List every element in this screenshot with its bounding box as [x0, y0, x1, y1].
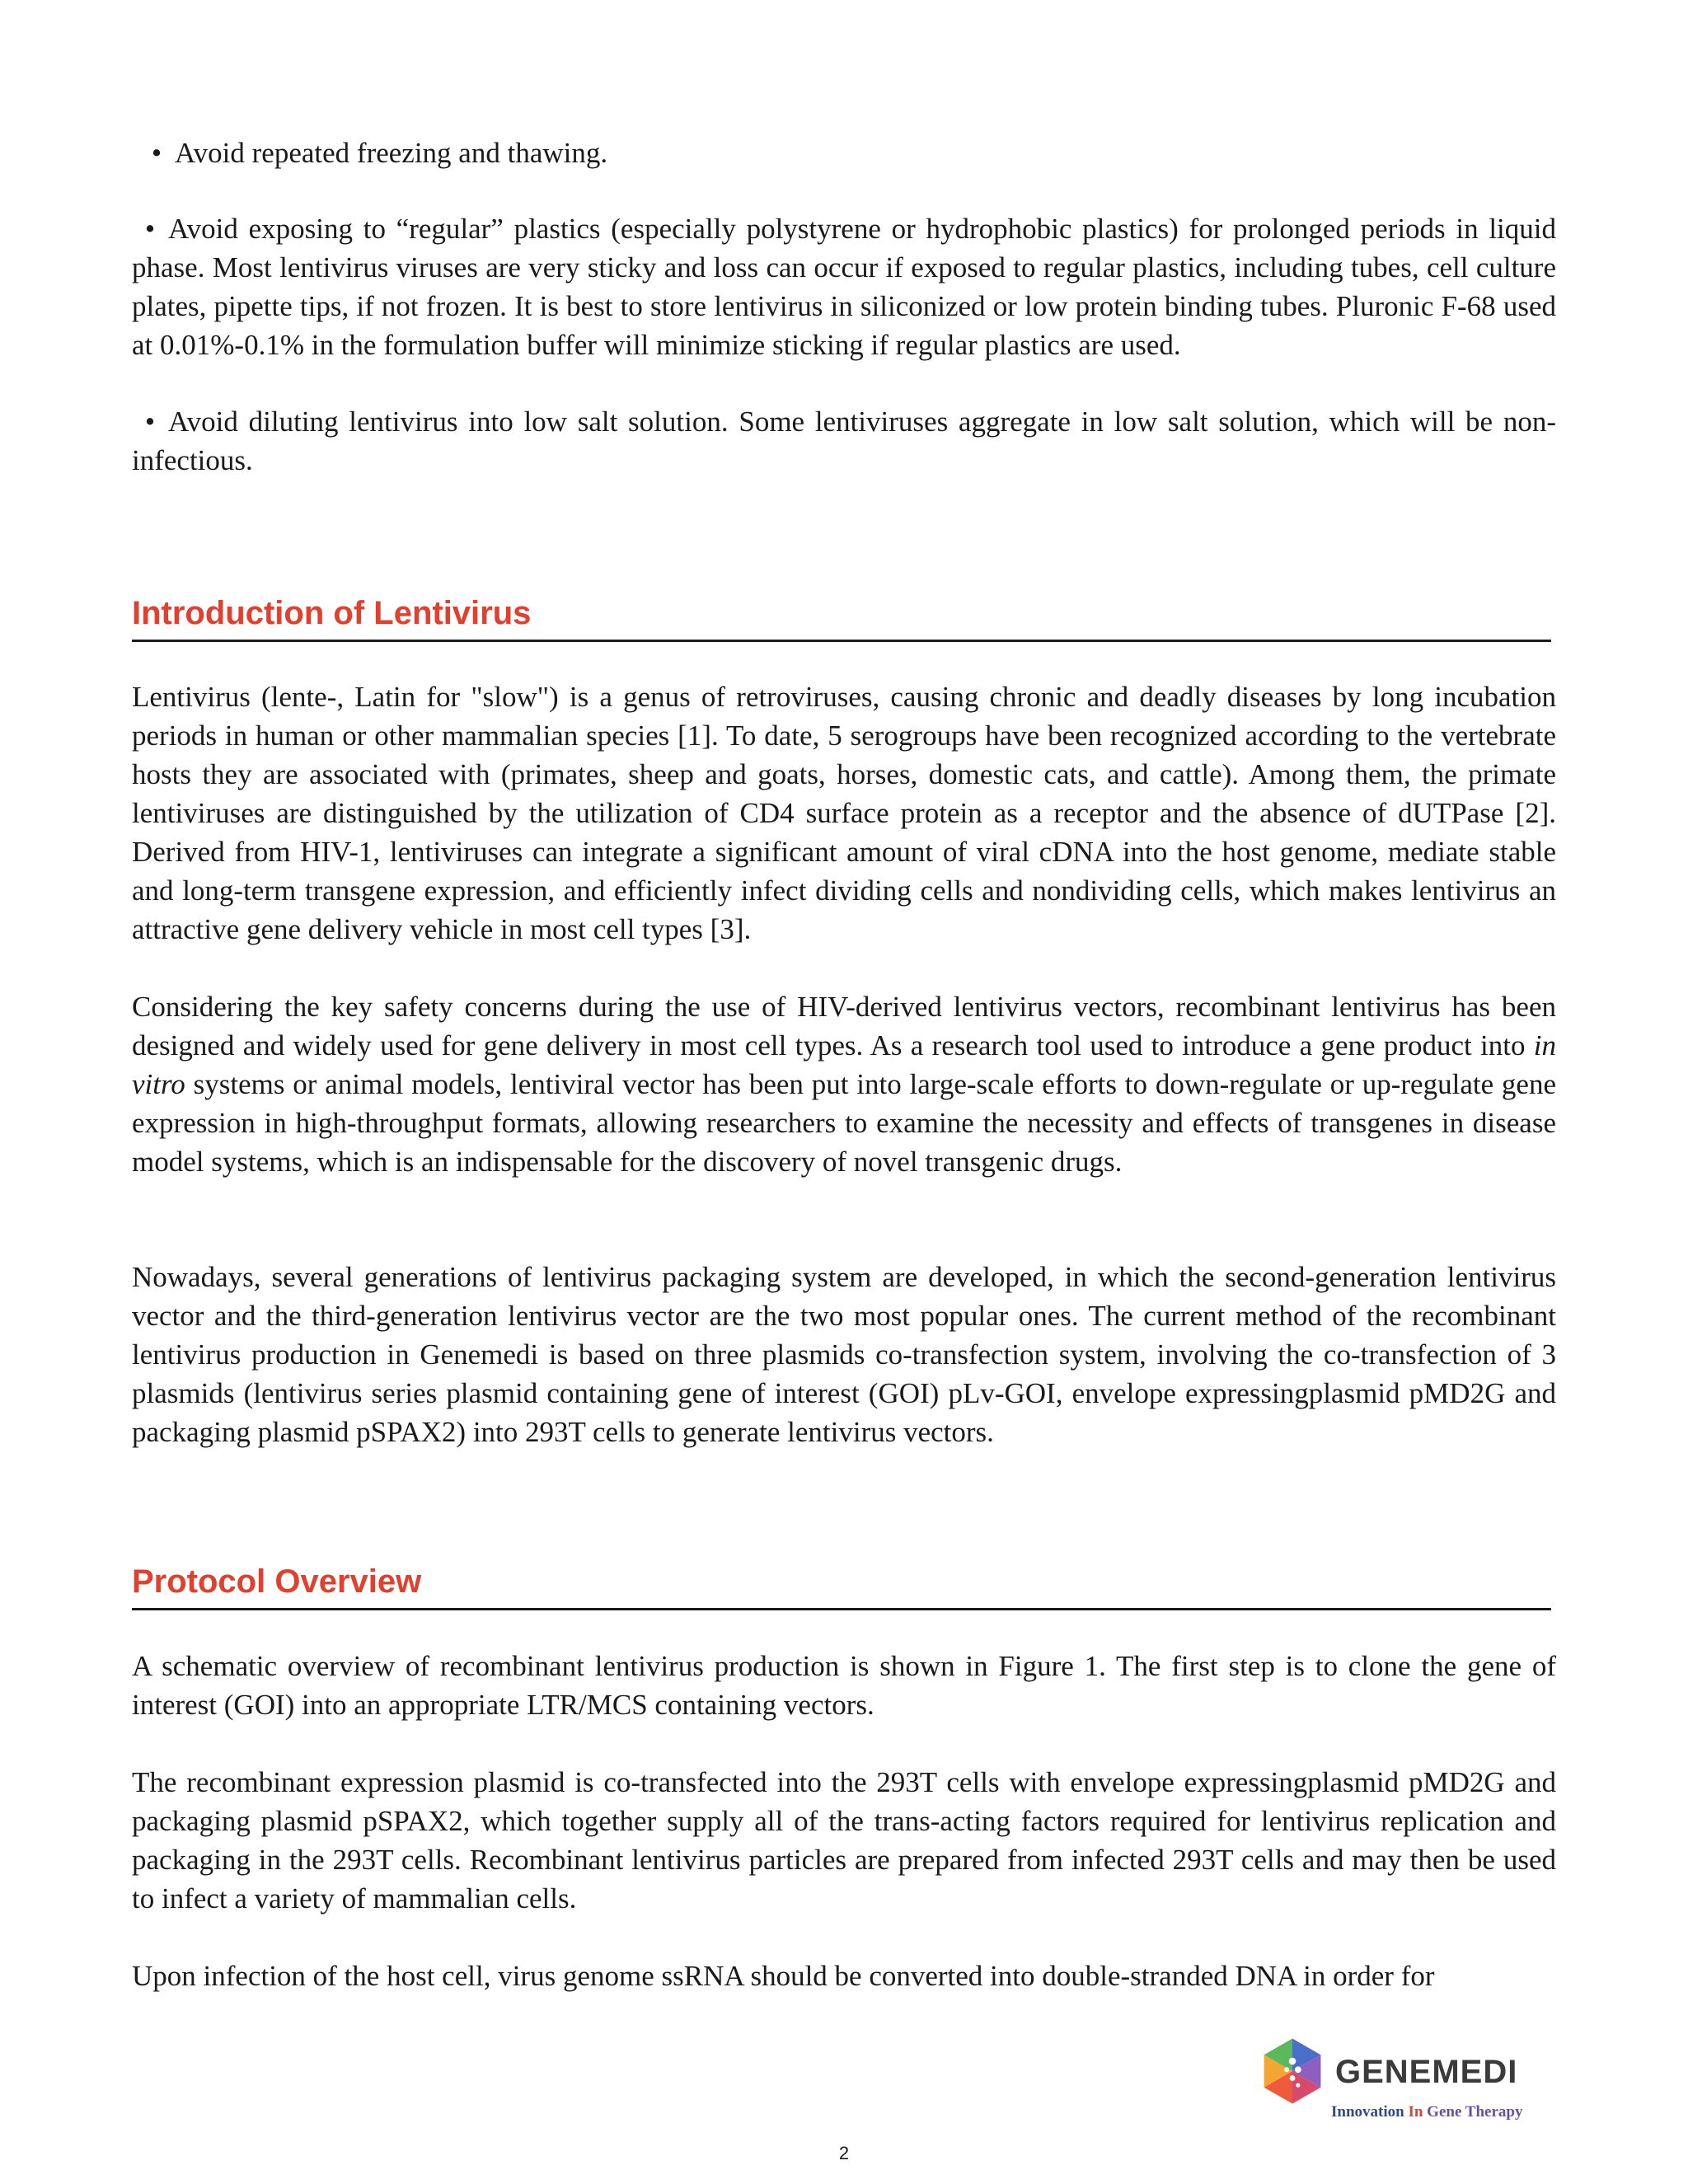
- bullet-mark: •: [144, 213, 156, 245]
- paragraph-text: Upon infection of the host cell, virus genome ssRNA should be converted into double-stranded DNA in order for: [132, 1960, 1435, 1992]
- paragraph-text: The recombinant expression plasmid is co-transfected into the 293T cells with envelope expressingplasmid pMD2G and packaging plasmid pSPAX2, which together supply all of the trans-acting factors required for lentivirus replication and packaging in the 293T cells. Recombinant lentivirus particles are prepared from infected 293T cells and may then be used to infect a variety of mammalian cells.: [132, 1766, 1556, 1915]
- section-heading-introduction: Introduction of Lentivirus: [132, 593, 1551, 642]
- section-heading-protocol-overview: Protocol Overview: [132, 1562, 1551, 1610]
- paragraph-text: systems or animal models, lentiviral vector has been put into large-scale efforts to down-regulate or up-regulate gene expression in high-throughput formats, allowing researchers to examine the necessity and effects of transgenes in disease model systems, which is an indispensable for the discovery of novel transgenic drugs.: [132, 1068, 1556, 1178]
- genemedi-logo: [1257, 2036, 1554, 2126]
- bullet-item: [132, 209, 1556, 364]
- paragraph: [132, 1957, 1556, 1995]
- paragraph: [132, 1647, 1556, 1724]
- paragraph: [132, 1258, 1556, 1451]
- paragraph: [132, 987, 1556, 1181]
- paragraph-text: Nowadays, several generations of lentivirus packaging system are developed, in which the second-generation lentivirus vector and the third-generation lentivirus vector are the two most popular ones. The current method of the recombinant lentivirus production in Genemedi is based on three plasmids co-transfection system, involving the co-transfection of 3 plasmids (lentivirus series plasmid containing gene of interest (GOI) pLv-GOI, envelope expressingplasmid pMD2G and packaging plasmid pSPAX2) into 293T cells to generate lentivirus vectors.: [132, 1261, 1556, 1448]
- page-number: 2: [838, 2143, 850, 2163]
- bullet-item: [138, 134, 1556, 172]
- paragraph-text: Considering the key safety concerns during the use of HIV-derived lentivirus vectors, recombinant lentivirus has been designed and widely used for gene delivery in most cell types. As a research tool used to introduce a gene product into: [132, 991, 1556, 1062]
- bullet-mark: •: [144, 405, 156, 438]
- bullet-text: Avoid exposing to “regular” plastics (especially polystyrene or hydrophobic plastics) for prolonged periods in liquid phase. Most lentivirus viruses are very sticky and loss can occur if exposed to regular plastics, including tubes, cell culture plates, pipette tips, if not frozen. It is best to store lentivirus in siliconized or low protein binding tubes. Pluronic F-68 used at 0.01%-0.1% in the formulation buffer will minimize sticking if regular plastics are used.: [132, 213, 1556, 361]
- logo-wordmark: GENEMEDI: [1335, 2054, 1518, 2090]
- bullet-text: Avoid repeated freezing and thawing.: [175, 137, 608, 169]
- italic-term: in vitro: [132, 1029, 1556, 1100]
- paragraph-text: A schematic overview of recombinant lentivirus production is shown in Figure 1. The first step is to clone the gene of interest (GOI) into an appropriate LTR/MCS containing vectors.: [132, 1650, 1556, 1721]
- paragraph: [132, 1763, 1556, 1918]
- genemedi-hexagon-icon: [1257, 2036, 1328, 2107]
- logo-tagline: Innovation In Gene Therapy: [1331, 2103, 1523, 2121]
- bullet-mark: •: [151, 137, 162, 169]
- bullet-text: Avoid diluting lentivirus into low salt solution. Some lentiviruses aggregate in low salt solution, which will be non-infectious.: [132, 405, 1556, 476]
- paragraph-text: Lentivirus (lente-, Latin for "slow") is a genus of retroviruses, causing chronic and deadly diseases by long incubation periods in human or other mammalian species [1]. To date, 5 serogroups have been recognized according to the vertebrate hosts they are associated with (primates, sheep and goats, horses, domestic cats, and cattle). Among them, the primate lentiviruses are distinguished by the utilization of CD4 surface protein as a receptor and the absence of dUTPase [2]. Derived from HIV-1, lentiviruses can integrate a significant amount of viral cDNA into the host genome, mediate stable and long-term transgene expression, and efficiently infect dividing cells and nondividing cells, which makes lentivirus an attractive gene delivery vehicle in most cell types [3].: [132, 681, 1556, 945]
- bullet-item: [132, 402, 1556, 480]
- paragraph: [132, 677, 1556, 949]
